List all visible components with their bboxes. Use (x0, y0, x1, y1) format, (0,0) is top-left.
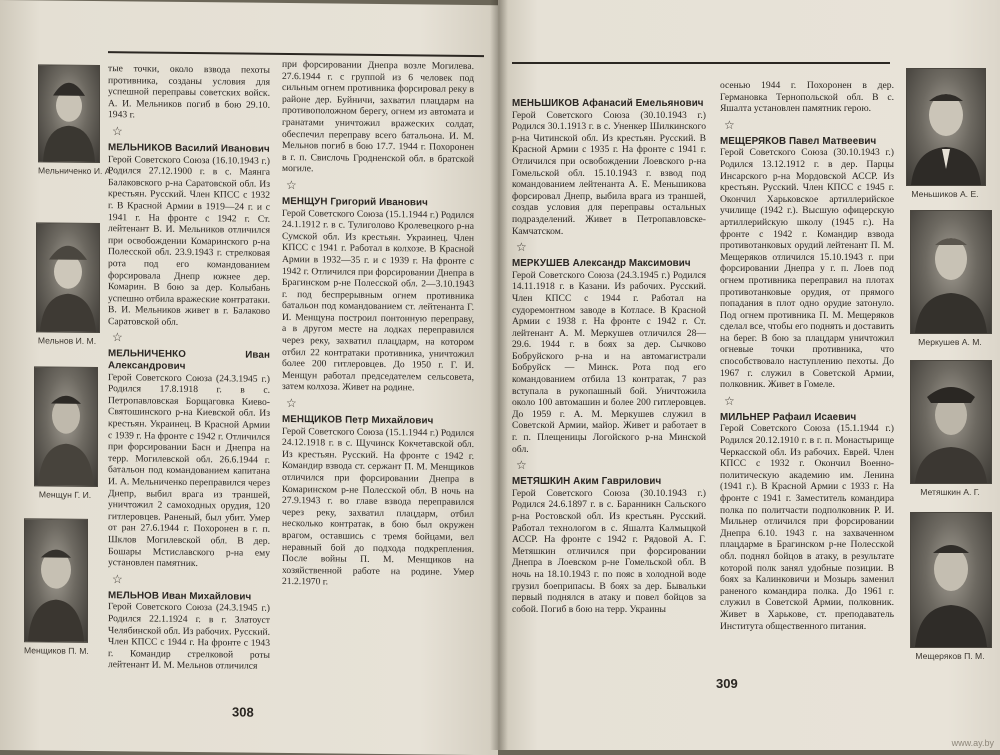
entry (282, 196, 474, 395)
star-icon: ☆ (516, 240, 527, 255)
portrait-8 (910, 512, 990, 664)
entry-text: тые точки, около взвода пехоты противника, созданы условия для успешной переправы советских войск. А. И. Мельников погиб в бою 29.10. 1943 г. (108, 63, 270, 121)
star-icon: ☆ (112, 330, 123, 345)
left-column-1 (108, 63, 270, 677)
portrait-caption: Менщиков П. М. (24, 645, 89, 656)
portrait-6 (910, 210, 990, 348)
entry-text: Герой Советского Союза (30.10.1943 г.) Родился 13.12.1912 г. в дер. Парцы Инсарского р-на Мордовской АССР. Из крестьян. Русский. Член КПСС с 1945 г. Окончил Харьковское артиллерийское училище (1942 г.). Высшую офицерскую артиллерийскую школу (1945 г.). На фронте с 1942 г. Командир взвода противотанковых орудий лейтенант П. М. Мещеряков отличился 15.10.1943 г. при форсировании Днепра у г. п. Лоев под огнем противника переправил на плотах противотанковые орудия, от прямого попадания в плот одно орудие затонуло. Под огнем противника П. М. Мещеряков сделал все, чтобы его поднять и доставить на берег. В бою за плацдарм уничтожил огневые точки противника, что способствовало наступлению пехоты. До 1967 г. служил в Советской Армии, полковник. Живет в Гомеле. (720, 147, 894, 391)
entry-text: Герой Советского Союза (15.1.1944 г.) Родился 24.1.1912 г. в с. Тулиголово Кролевецкого р-на Сумской обл. Из крестьян. Украинец. Член КПСС с 1941 г. Работал в колхозе. В Красной Армии в 1932—35 г. и с 1939 г. На фронте с 1942 г. Отличился при форсировании Днепра в Брагинском р-не Полесской обл. 2—3.10.1943 г. под беспрерывным огнем противника батальон под командованием ст. лейтенанта Г. И. Менщуна построил понтонную переправу, а в другом месте на лодках переправился через реку, захватил плацдарм, на котором отбил 22 контратаки противника, уничтожил более 200 гитлеровцев. До 1950 г. Г. И. Менщун работал председателем сельсовета, затем колхоза. Живет на родине. (282, 207, 474, 394)
portrait-caption: Меркушев А. М. (918, 337, 982, 347)
entry-text: Герой Советского Союза (30.10.1943 г.) Родился 24.6.1897 г. в с. Баранникн Сальского р-на Ростовской обл. Из крестьян. Русский. Работал технологом в с. Яшалта Калмыцкой АССР. На фронте с 1942 г. Рядовой А. Г. Метяшкин отличился при форсировании Днепра в Лоевском р-не Гомельской обл. В ночь на 18.10.1943 г. по пояс в холодной воде грузил боеприпасы. В боях за дер. Бывальки первый поднялся в атаку и повел бойцов за собой. Погиб в бою на терр. Украины (512, 487, 706, 615)
entry (108, 590, 270, 673)
portrait-caption: Мельнов И. М. (37, 335, 97, 347)
portrait-5 (906, 68, 984, 200)
left-page (0, 0, 498, 755)
entry (512, 476, 706, 615)
entry-text: осенью 1944 г. Похоронен в дер. Германовка Тернопольской обл. В с. Яшалта установлен памятник герою. (720, 80, 894, 115)
portrait-2 (36, 222, 98, 349)
portrait-figure (911, 513, 991, 647)
portrait-image (34, 366, 98, 487)
star-icon: ☆ (112, 124, 123, 139)
portrait-figure (25, 519, 87, 642)
star-icon: ☆ (516, 458, 527, 473)
entry (512, 98, 706, 237)
entry-text: Герой Советского Союза (24.3.1945 г.) Родился 22.1.1924 г. в г. Златоуст Челябинской обл. Из рабочих. Русский. Член КПСС с 1944 г. На фронте с 1943 г. Командир стрелковой роты лейтенант И. М. Мельнов отличился (108, 601, 270, 673)
hero-name: МЕТЯШКИН Аким Гаврилович (512, 476, 662, 488)
hero-name: МЕРКУШЕВ Александр Максимович (512, 258, 691, 270)
entry (108, 142, 270, 329)
portrait-image (38, 64, 100, 163)
star-icon: ☆ (112, 571, 123, 587)
left-column-2 (282, 59, 474, 594)
entry-text: Герой Советского Союза (16.10.1943 г.) Родился 27.12.1900 г. в с. Маянга Балаковского р-на Саратовской обл. Из крестьян. Русский. Член КПСС с 1932 г. В Красной Армии в 1919—24 г. и с 1941 г. На фронте с 1942 г. Ст. лейтенант В. И. Мельников отличился при освобождении Комаринского р-на Полесской обл. 23.9.1943 г. стрелковая рота под его командованием форсировала Днепр южнее дер. Комарин. В бою за дер. Колыбань успешно отбила вражеские контратаки. В. И. Мельников живет в г. Балаково Саратовской обл. (108, 153, 270, 328)
hero-name: МИЛЬНЕР Рафаил Исаевич (720, 411, 857, 423)
hero-name: МЕЛЬНИКОВ Василий Иванович (108, 142, 270, 155)
portrait-image (36, 222, 100, 333)
entry-text: при форсировании Днепра возле Могилева. 27.6.1944 г. с группой из 6 человек под сильным огнем противника форсировал реку в районе дер. Буйничи, захватил плацдарм на противоположном берегу, огнем из автомата и гранатами уничтожил вражеских солдат, обеспечил переправу всего батальона. И. М. Мельнов погиб в бою 17.7. 1944 г. Похоронен в г. п. Свислочь Гродненской обл. в братской могиле. (282, 58, 474, 175)
top-rule (108, 51, 484, 57)
hero-name: МЕЛЬНОВ Иван Михайлович (108, 589, 252, 603)
portrait-3 (34, 366, 96, 503)
right-page (498, 0, 1000, 750)
portrait-image (910, 512, 992, 648)
watermark: www.ay.by (951, 738, 994, 748)
entry (108, 63, 270, 123)
portrait-image (906, 68, 986, 186)
entry (282, 59, 474, 177)
hero-name: МЕНЩИКОВ Петр Михайлович (282, 413, 434, 427)
star-icon: ☆ (724, 117, 735, 132)
portrait-1 (38, 64, 113, 177)
portrait-figure (37, 223, 99, 332)
entry (720, 80, 894, 115)
page-number: 308 (232, 704, 254, 720)
entry (720, 136, 894, 391)
star-icon: ☆ (724, 393, 735, 408)
portrait-figure (911, 361, 991, 483)
entry (108, 349, 270, 571)
entry (720, 412, 894, 632)
portrait-caption: Метяшкин А. Г. (920, 487, 980, 497)
entry-text: Герой Советского Союза (24.3.1945 г.) Родился 14.11.1918 г. в Казани. Из рабочих. Русский. Член КПСС с 1944 г. Работал на судоремонтном заводе в Котласе. В Красной Армии с 1938 г. На фронте с 1942 г. Ст. лейтенант А. М. Меркушев отличился 28—29.6. 1944 г. в боях за дер. Сычково Бобруйского р-на и на автомагистрали Бобруйск — Минск. Рота под его командованием отбила 13 контратак, 7 раз вступала в рукопашный бой. Уничтожила около 100 автомашин и более 200 гитлеровцев. До 1959 г. А. М. Меркушев служил в Советской Армии, майор. Живет и работает в г. п. Плещеницы Логойского р-на Минской обл. (512, 269, 706, 455)
portrait-caption: Мещеряков П. М. (915, 651, 985, 661)
portrait-figure (911, 211, 991, 333)
portrait-image (910, 360, 992, 484)
entry-text: Герой Советского Союза (15.1.1944 г.) Родился 24.12.1918 г. в с. Щучинск Кокчетавской обл. Из крестьян. Русский. На фронте с 1942 г. Командир взвода ст. сержант П. М. Менщиков отличился при форсировании Днепра в Комаринском р-не Полесской обл. В ночь на 27.9.1943 г. во главе взвода переправился через реку, захватил плацдарм, отбил несколько контратак, в бою был окружен врагом, оставшись с тремя бойцами, вел неравный бой до подхода подкрепления. После войны П. М. Менщиков на хозяйственной работе на родине. Умер 21.2.1970 г. (282, 425, 474, 588)
star-icon: ☆ (286, 177, 297, 193)
hero-name: МЕНЬШИКОВ Афанасий Емельянович (512, 98, 704, 109)
entry (282, 414, 474, 590)
portrait-caption: Меньшиков А. Е. (911, 189, 979, 199)
book-gutter (490, 0, 508, 750)
star-icon: ☆ (286, 396, 297, 411)
portrait-figure (907, 69, 985, 185)
top-rule (512, 62, 890, 64)
portrait-4 (24, 518, 89, 659)
entry-text: Герой Советского Союза (24.3.1945 г.) Родился 17.8.1918 г. в с. Петропавловская Борщаговка Киево-Святошинского р-на Киевской обл. Из крестьян. Украинец. В Красной Армии с 1939 г. На фронте с 1942 г. Отличился при форсировании Басн и Днепра на терр. Могилевской обл. 26.6.1944 г. батальон под командованием капитана И. А. Мельниченко переправился через Днепр, выбил врага из траншей, уничтожил 2 самоходных орудия, 120 гитлеровцев. Раненый, был убит. Умер от ран 27.6.1944 г. Похоронен в г. п. Шклов Могилевской обл. В дер. Бошары Мстиславского р-на ему установлен памятник. (108, 371, 270, 570)
entry-text: Герой Советского Союза (30.10.1943 г.) Родился 30.1.1913 г. в с. Уненкер Шилкинского р-на Читинской обл. Из крестьян. Русский. В Красной Армии с 1935 г. На фронте с 1941 г. Отличился при освобождении Лоевского р-на Гомельской обл. 15.10.1943 г. взвод под командованием лейтенанта А. Е. Меньшикова форсировал Днепр, выбила врага из траншей, создав условия для переправы остальных подразделений. Живет в Петропавловске-Камчатском. (512, 109, 706, 237)
portrait-caption: Менщун Г. И. (38, 489, 92, 500)
right-column-1 (512, 98, 706, 619)
entry (512, 258, 706, 455)
page-number: 309 (716, 676, 738, 691)
entry-text: Герой Советского Союза (15.1.1944 г.) Родился 20.12.1910 г. в г. п. Монастырище Черкасской обл. Из рабочих. Еврей. Член КПСС с 1932 г. Окончил Военно-политическую академию им. Ленина (1941 г.). В Красной Армии с 1933 г. На фронте с 1941 г. Заместитель командира полка по политчасти подполковник Р. И. Мильнер отличился при форсировании Днепра 6.10. 1943 г. на захваченном плацдарме в Брагинском р-не Полесской обл. поднял бойцов в атаку, в результате которой полк занял удобные позиции. В боях за Калинковичи и Мозырь заменил раненого командира полка. До 1961 г. служил в Советской Армии, полковник. Живет в Харькове, ст. преподаватель Института общественного питания. (720, 423, 894, 632)
portrait-7 (910, 360, 990, 498)
hero-name: МЕНЩУН Григорий Иванович (282, 195, 428, 209)
portrait-image (910, 210, 992, 334)
portrait-figure (35, 367, 97, 486)
hero-name: МЕЩЕРЯКОВ Павел Матвеевич (720, 135, 877, 147)
portrait-figure (39, 65, 99, 162)
portrait-image (24, 518, 88, 643)
right-column-2 (720, 80, 894, 636)
portrait-caption: Мельниченко И. А. (38, 165, 113, 177)
hero-name: МЕЛЬНИЧЕНКО Иван Александрович (108, 348, 270, 373)
